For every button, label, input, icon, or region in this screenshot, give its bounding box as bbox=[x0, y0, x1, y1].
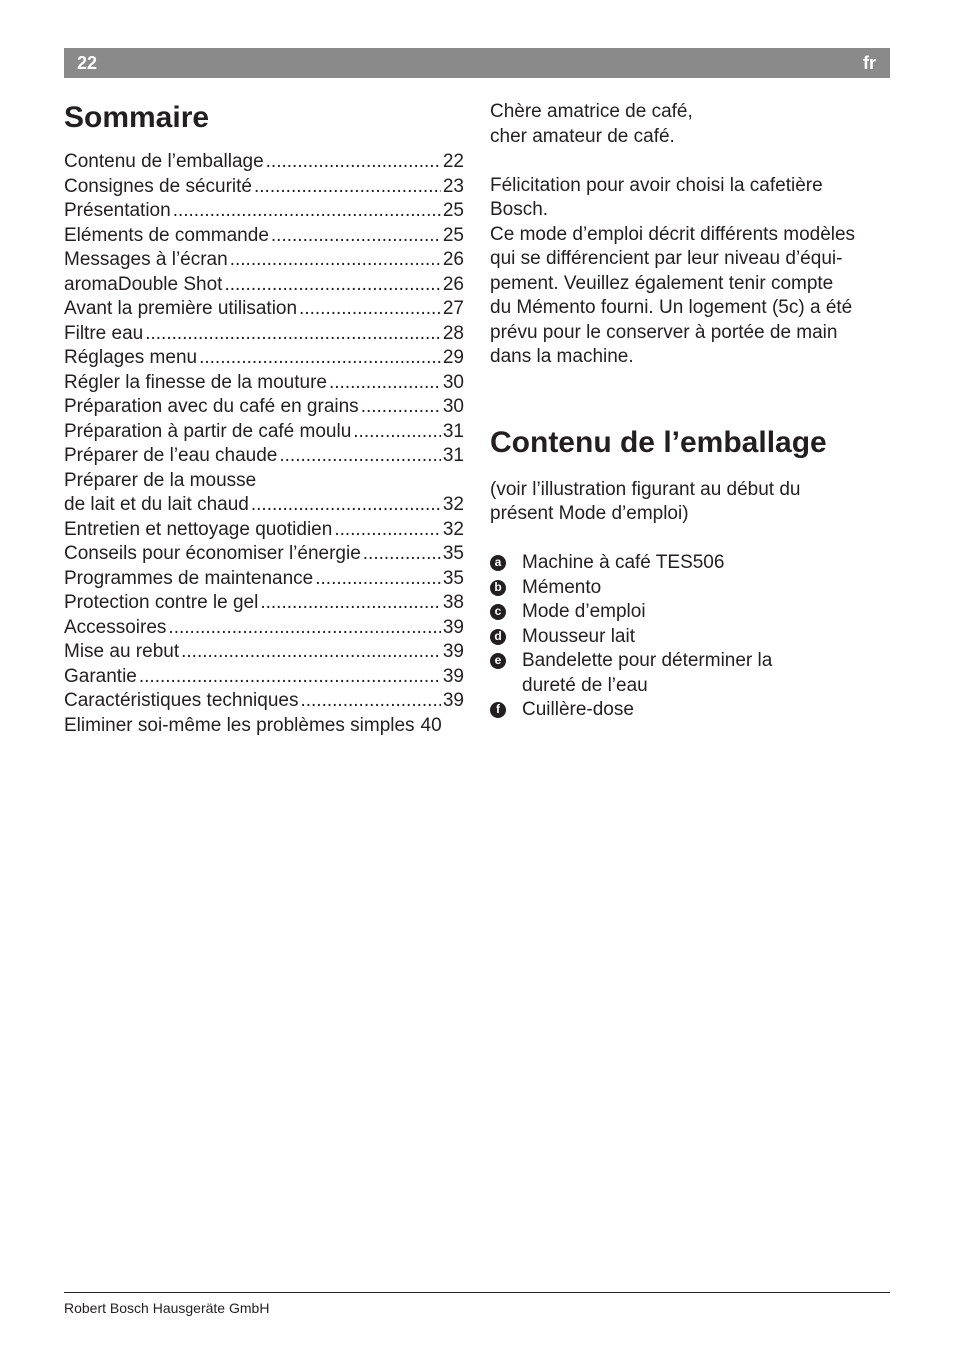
toc-entry[interactable]: Caractéristiques techniques ..... 39 bbox=[64, 689, 464, 714]
footer-company: Robert Bosch Hausgeräte GmbH bbox=[64, 1300, 270, 1316]
toc-entry[interactable]: Eliminer soi-même les problèmes simples 40 bbox=[64, 714, 442, 736]
letter-badge-icon: e bbox=[490, 653, 506, 669]
toc-entry[interactable]: Consignes de sécurité ..... 23 bbox=[64, 175, 464, 200]
toc-entry[interactable]: Programmes de maintenance ..... 35 bbox=[64, 567, 464, 592]
list-item: c Mode d’emploi bbox=[490, 600, 890, 625]
page-number: 22 bbox=[77, 53, 98, 73]
toc-entry-line1[interactable]: Préparer de la mousse bbox=[64, 469, 257, 491]
toc-entry[interactable]: Entretien et nettoyage quotidien ..... 32 bbox=[64, 518, 464, 543]
package-note-line: (voir l’illustration figurant au début du bbox=[490, 478, 801, 500]
package-items-list bbox=[490, 551, 890, 723]
intro-paragraph-line: du Mémento fourni. Un logement (5c) a été bbox=[490, 297, 853, 318]
intro-paragraph-line: prévu pour le conserver à portée de main bbox=[490, 321, 838, 343]
greeting-line: Chère amatrice de café, bbox=[490, 101, 693, 122]
list-item: d Mousseur lait bbox=[490, 625, 890, 650]
toc-entry[interactable]: Préparation à partir de café moulu ..... 31 bbox=[64, 420, 464, 445]
toc-entry[interactable]: Messages à l’écran ..... 26 bbox=[64, 248, 464, 273]
toc-entry[interactable]: Mise au rebut ..... 39 bbox=[64, 640, 464, 665]
language-code: fr bbox=[863, 53, 876, 73]
letter-badge-icon: f bbox=[490, 702, 506, 718]
letter-badge-icon: d bbox=[490, 629, 506, 645]
intro-paragraph-line: pement. Veuillez également tenir compte bbox=[490, 272, 834, 294]
letter-badge-icon: c bbox=[490, 604, 506, 620]
list-item: a Machine à café TES506 bbox=[490, 551, 890, 576]
footer-divider bbox=[64, 1292, 890, 1293]
toc-entry[interactable]: Régler la finesse de la mouture ..... 30 bbox=[64, 371, 464, 396]
toc-entry[interactable]: aromaDouble Shot ..... 26 bbox=[64, 273, 464, 298]
list-item: e Bandelette pour déterminer la dureté de l’eau bbox=[490, 649, 890, 698]
package-note-line: présent Mode d’emploi) bbox=[490, 503, 689, 524]
greeting-line: cher amateur de café. bbox=[490, 125, 675, 147]
toc-title: Sommaire bbox=[64, 101, 210, 134]
package-contents-heading: Contenu de l’emballage bbox=[490, 425, 827, 459]
intro-paragraph-line: dans la machine. bbox=[490, 346, 634, 367]
toc-entry[interactable]: Préparer de l’eau chaude ..... 31 bbox=[64, 444, 464, 469]
toc-entry[interactable]: Préparation avec du café en grains ..... 30 bbox=[64, 395, 464, 420]
toc-entry[interactable]: Présentation ..... 25 bbox=[64, 199, 464, 224]
intro-paragraph-line: Bosch. bbox=[490, 199, 549, 220]
intro-paragraph-line: Ce mode d’emploi décrit différents modèles bbox=[490, 223, 856, 245]
toc-column bbox=[64, 96, 464, 738]
toc-entry[interactable]: Avant la première utilisation ..... 27 bbox=[64, 297, 464, 322]
toc-entry[interactable]: Garantie ..... 39 bbox=[64, 665, 464, 690]
toc-entry[interactable]: Accessoires ..... 39 bbox=[64, 616, 464, 641]
toc-entry[interactable]: Filtre eau ..... 28 bbox=[64, 322, 464, 347]
toc-entry[interactable]: Protection contre le gel ..... 38 bbox=[64, 591, 464, 616]
list-item: b Mémento bbox=[490, 576, 890, 601]
letter-badge-icon: b bbox=[490, 580, 506, 596]
toc-entry[interactable]: Réglages menu ..... 29 bbox=[64, 346, 464, 371]
letter-badge-icon: a bbox=[490, 555, 506, 571]
toc-entry[interactable]: de lait et du lait chaud ..... 32 bbox=[64, 493, 464, 518]
list-item: f Cuillère-dose bbox=[490, 698, 890, 723]
header-bar bbox=[64, 48, 890, 78]
toc-entry[interactable]: Eléments de commande ..... 25 bbox=[64, 224, 464, 249]
intro-paragraph-line: Félicitation pour avoir choisi la cafetière bbox=[490, 174, 823, 196]
content-column bbox=[490, 100, 890, 723]
intro-paragraph-line: qui se différencient par leur niveau d’équi- bbox=[490, 248, 843, 269]
toc-entry[interactable]: Conseils pour économiser l’énergie ..... 35 bbox=[64, 542, 464, 567]
toc-entry[interactable]: Contenu de l’emballage ..... 22 bbox=[64, 150, 464, 175]
toc-list bbox=[64, 150, 464, 738]
